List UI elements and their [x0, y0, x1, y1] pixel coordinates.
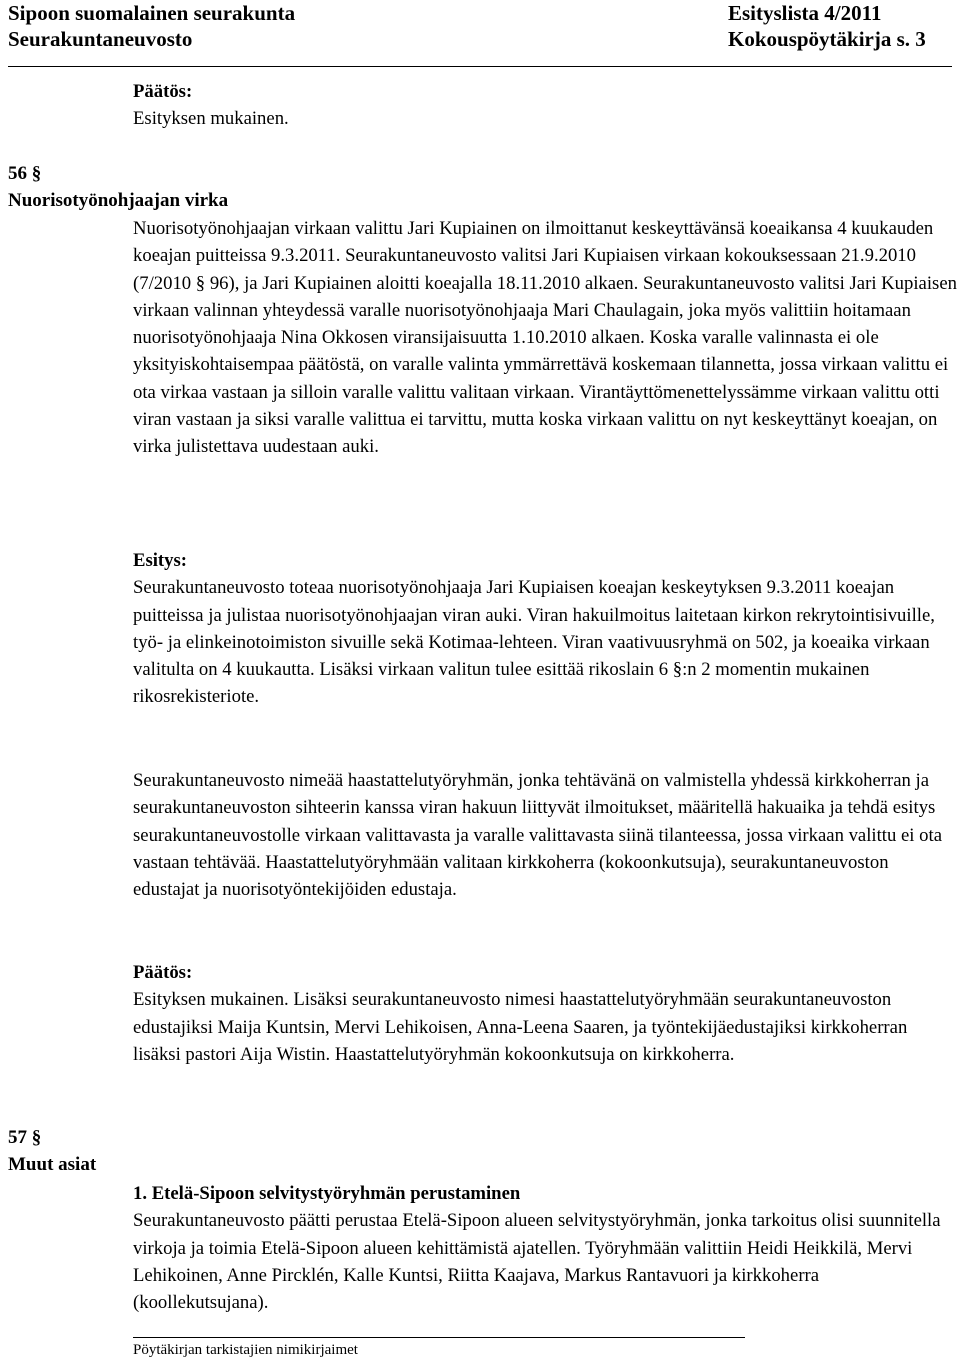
section-57-heading — [8, 1124, 96, 1178]
decision-paragraph: Esityksen mukainen. Lisäksi seurakuntaneuvosto nimesi haastattelutyöryhmään seurakuntaneuvoston edustajiksi Maija Kuntsin, Mervi Lehikoisen, Anna-Leena Saaren, ja työntekijäedustajiksi kirkkoherran lisäksi pastori Aija Wistin. Haastattelutyöryhmän kokoonkutsuja on kirkkoherra. — [133, 989, 908, 1065]
section-56-decision — [133, 959, 958, 1068]
header-body: Seurakuntaneuvosto — [8, 27, 193, 51]
previous-decision — [133, 78, 958, 133]
section-56-intro — [133, 215, 958, 461]
section-title: Muut asiat — [8, 1154, 97, 1175]
item-title: 1. Etelä-Sipoon selvitystyöryhmän perustaminen — [133, 1183, 521, 1204]
decision-text: Esityksen mukainen. — [133, 108, 289, 130]
proposal-label: Esitys: — [133, 550, 187, 571]
header-divider — [8, 66, 952, 67]
page-header — [8, 0, 948, 52]
signature-line — [133, 1337, 745, 1338]
header-minutes-page: Kokouspöytäkirja s. 3 — [728, 27, 926, 51]
section-56-proposal — [133, 547, 958, 711]
section-56-heading — [8, 160, 228, 214]
section-title: Nuorisotyönohjaajan virka — [8, 190, 229, 211]
section-number: 56 § — [8, 163, 42, 184]
item-paragraph: Seurakuntaneuvosto päätti perustaa Etelä-Sipoon alueen selvitystyöryhmän, jonka tarkoitus olisi suunnitella virkoja ja toimia Etelä-Sipoon alueen kehittämistä ajatellen. Työryhmään valittiin Heidi Heikkilä, Mervi Lehikoinen, Anne Pircklén, Kalle Kuntsi, Riitta Kaajava, Markus Rantavuori ja kirkkoherra (koollekutsujana). — [133, 1210, 941, 1314]
signature-caption: Pöytäkirjan tarkistajien nimikirjaimet — [133, 1342, 358, 1358]
intro-paragraph: Nuorisotyönohjaajan virkaan valittu Jari Kupiainen on ilmoittanut keskeyttävänsä koeaikansa 4 kuukauden koeajan puitteissa 9.3.2011. Seurakuntaneuvosto valitsi Jari Kupiaisen virkaan kokouksessaan 21.9.2010 (7/2010 § 96), ja Jari Kupiainen aloitti koeajalla 18.11.2010 alkaen. Seurakuntaneuvosto valitsi Jari Kupiaisen virkaan valinnan yhteydessä varalle nuorisotyönohjaaja Mari Chaulagain, joka myös valittiin hoitamaan nuorisotyönohjaaja Nina Okkosen viransijaisuutta 1.10.2010 alkaen. Koska varalle valinnasta ei ole yksityiskohtaisempaa päätöstä, on varalle valinta ymmärrettävä koskemaan tilannetta, jossa virkaan valittu ei ota virkaa vastaan ja silloin varalle valittu valitaan virkaan. Virantäyttömenettelyssämme virkaan valittu otti viran vastaan ja siksi varalle valittua ei tarvittu, mutta koska virkaan valittu on nyt keskeyttänyt koeajan, on virka julistettava uudestaan auki. — [133, 218, 957, 458]
section-56-working-group — [133, 767, 958, 903]
working-group-paragraph: Seurakuntaneuvosto nimeää haastattelutyöryhmän, jonka tehtävänä on valmistella yhdessä kirkkoherran ja seurakuntaneuvoston sihteerin kanssa viran hakuun liittyvät ilmoitukset, määritellä hakuaika ja tehdä esitys seurakuntaneuvostolle virkaan valittavasta ja varalle valittavasta siinä tilanteessa, jossa virkaan valittu ei ota vastaan tehtävää. Haastattelutyöryhmään valitaan kirkkoherra (kokoonkutsuja), seurakuntaneuvoston edustajat ja nuorisotyöntekijöiden edustaja. — [133, 770, 942, 901]
decision-label: Päätös: — [133, 962, 193, 983]
header-agenda: Esityslista 4/2011 — [728, 1, 882, 25]
header-organization: Sipoon suomalainen seurakunta — [8, 1, 296, 25]
section-number: 57 § — [8, 1127, 42, 1148]
decision-label: Päätös: — [133, 81, 193, 102]
proposal-paragraph: Seurakuntaneuvosto toteaa nuorisotyönohjaaja Jari Kupiaisen koeajan keskeytyksen 9.3.2011 koeajan puitteissa ja julistaa nuorisotyönohjaajan viran auki. Viran hakuilmoitus laitetaan kirkon rekrytointisivuille, työ- ja elinkeinotoimiston sivuille sekä Kotimaa-lehteen. Viran vaativuusryhmä on 502, ja koeaika virkaan valitulta on 4 kuukautta. Lisäksi virkaan valitun tulee esittää rikoslain 6 §:n 2 momentin mukainen rikosrekisteriote. — [133, 577, 935, 708]
section-57-item — [133, 1180, 958, 1316]
